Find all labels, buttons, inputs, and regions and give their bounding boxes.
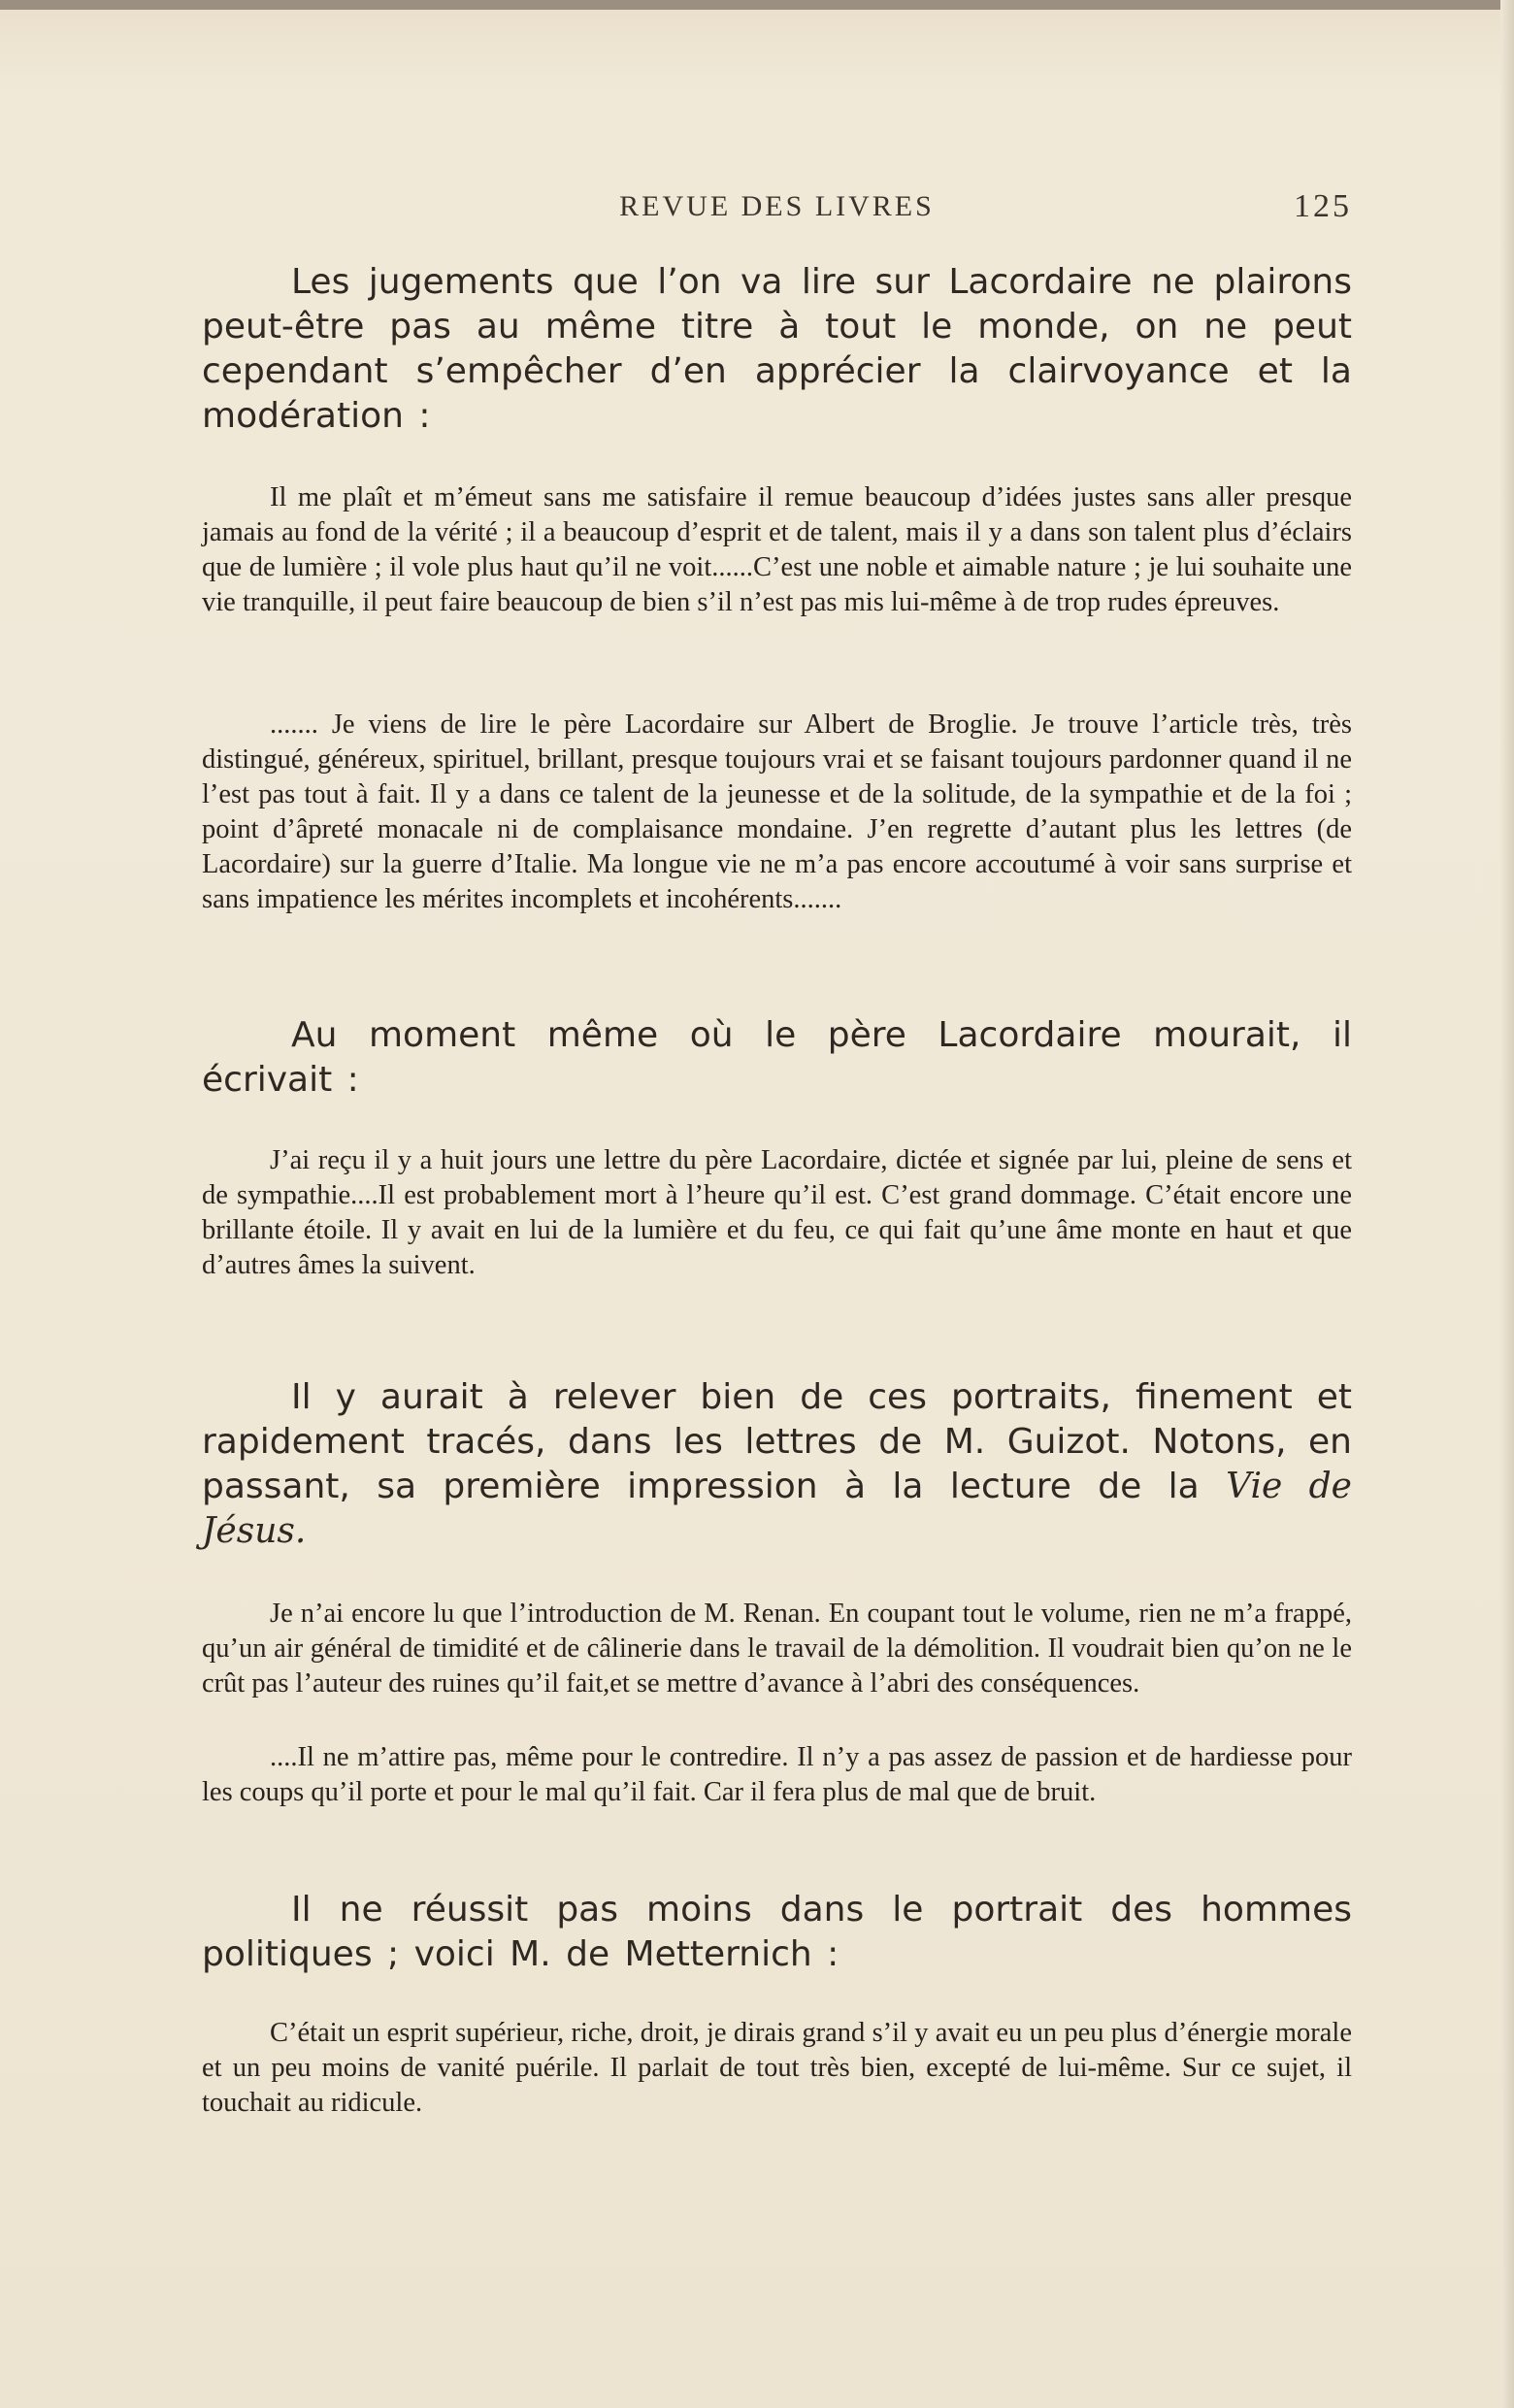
paragraph-guizot [202, 1375, 1352, 1554]
paragraph-text: Les jugements que l’on va lire sur Lacordaire ne plairons peut-être pas au même titre à tout le monde, on ne peut cependant s’empêcher d’en apprécier la clairvoyance et la modération : [202, 262, 1352, 436]
quote-block [202, 1143, 1352, 1283]
quote-block [202, 708, 1352, 917]
page-right-edge [1500, 0, 1514, 2408]
quote-text: ....Il ne m’attire pas, même pour le contredire. Il n’y a pas assez de passion et de hardiesse pour les coups qu’il porte et pour le mal qu’il fait. Car il fera plus de mal que de bruit. [202, 1742, 1352, 1807]
quote-text: C’était un esprit supérieur, riche, droit, je dirais grand s’il y avait eu un peu plus d’énergie morale et un peu moins de vanité puérile. Il parlait de tout très bien, excepté de lui-même. Sur ce sujet, il touchait au ridicule. [202, 2018, 1352, 2118]
paragraph-text-roman: Il y aurait à relever bien de ces portraits, finement et rapidement tracés, dans les lettres de M. Guizot. Notons, en passant, sa première impression à la lecture de la [202, 1377, 1352, 1506]
paragraph-intro [202, 260, 1352, 439]
page-top-edge [0, 0, 1514, 10]
running-title: REVUE DES LIVRES [619, 190, 935, 222]
quote-text: J’ai reçu il y a huit jours une lettre du père Lacordaire, dictée et signée par lui, pleine de sens et de sympathie....Il est probablement mort à l’heure qu’il est. C’est grand dommage. C’était encore une brillante étoile. Il y avait en lui de la lumière et du feu, ce qui fait qu’une âme monte en haut et que d’autres âmes la suivent. [202, 1145, 1352, 1280]
paragraph-text: Au moment même où le père Lacordaire mourait, il écrivait : [202, 1015, 1352, 1100]
paragraph-text [202, 1375, 1352, 1554]
quote-text: Je n’ai encore lu que l’introduction de M. Renan. En coupant tout le volume, rien ne m’a frappé, qu’un air général de timidité et de câlinerie dans le travail de la démolition. Il voudrait bien qu’on ne le crût pas l’auteur des ruines qu’il fait,et se mettre d’avance à l’abri des conséquences. [202, 1599, 1352, 1699]
paragraph-metternich [202, 1888, 1352, 1977]
page-number: 125 [1294, 188, 1352, 224]
quote-text: Il me plaît et m’émeut sans me satisfaire il remue beaucoup d’idées justes sans aller presque jamais au fond de la vérité ; il a beaucoup d’esprit et de talent, mais il y a dans son talent plus d’éclairs que de lumière ; il vole plus haut qu’il ne voit......C’est une noble et aimable nature ; je lui souhaite une vie tranquille, il peut faire beaucoup de bien s’il n’est pas mis lui-même à de trop rudes épreuves. [202, 482, 1352, 617]
quote-block [202, 1597, 1352, 1701]
paragraph-text: Il ne réussit pas moins dans le portrait des hommes politiques ; voici M. de Metternich : [202, 1890, 1352, 1974]
quote-block [202, 1740, 1352, 1810]
quote-block [202, 480, 1352, 620]
running-header [202, 190, 1352, 229]
paragraph-death [202, 1013, 1352, 1103]
book-title-italic: Vie de Jésus. [202, 1467, 1352, 1551]
quote-text: ....... Je viens de lire le père Lacordaire sur Albert de Broglie. Je trouve l’article très, très distingué, généreux, spirituel, brillant, presque toujours vrai et se faisant toujours pardonner quand il ne l’est pas tout à fait. Il y a dans ce talent de la jeunesse et de la solitude, de la sympathie et de la foi ; point d’âpreté monacale ni de complaisance mondaine. J’en regrette d’autant plus les lettres (de Lacordaire) sur la guerre d’Italie. Ma longue vie ne m’a pas encore accoutumé à voir sans surprise et sans impatience les mérites incomplets et incohérents....... [202, 709, 1352, 914]
quote-block [202, 2016, 1352, 2121]
